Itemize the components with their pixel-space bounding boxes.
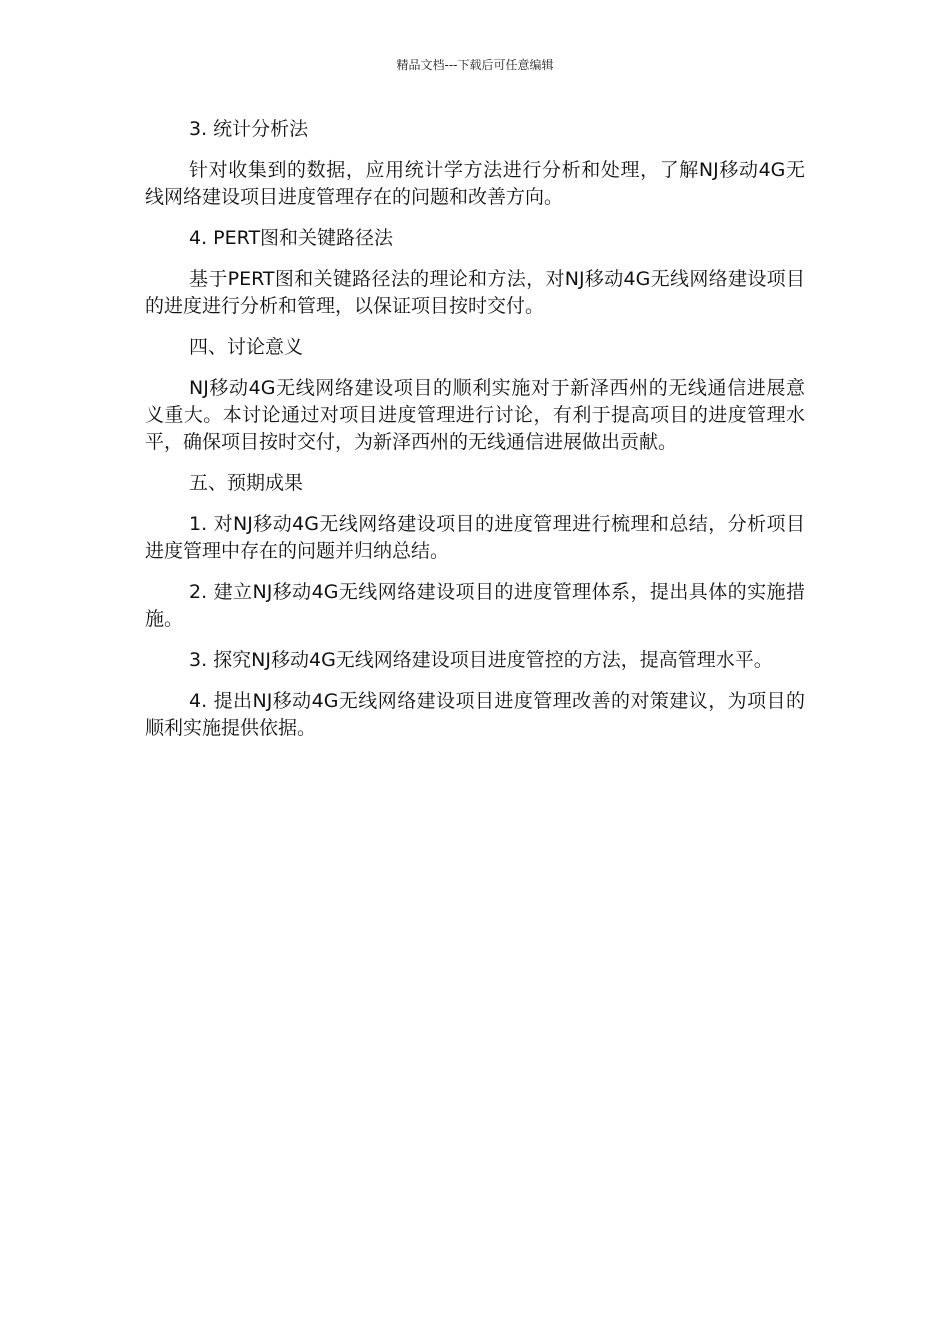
list-item-result-3: 3. 探究NJ移动4G无线网络建设项目进度管控的方法，提高管理水平。 (189, 649, 773, 671)
paragraph-pert-critical-path: 基于PERT图和关键路径法的理论和方法，对NJ移动4G无线网络建设项目的进度进行分析和管理，以保证项目按时交付。 (145, 268, 805, 317)
page-header: 精品文档---下载后可任意编辑 (396, 58, 554, 72)
section-heading-expected-results: 五、预期成果 (189, 472, 304, 494)
paragraph-significance: NJ移动4G无线网络建设项目的顺利实施对于新泽西州的无线通信进展意义重大。本讨论通过对项目进度管理进行讨论，有利于提高项目的进度管理水平，确保项目按时交付，为新泽西州的无线通信进展做出贡献。 (145, 377, 805, 453)
section-heading-statistical-analysis: 3. 统计分析法 (189, 118, 309, 140)
list-item-result-4: 4. 提出NJ移动4G无线网络建设项目进度管理改善的对策建议，为项目的顺利实施提供依据。 (145, 690, 805, 739)
paragraph-statistical-analysis: 针对收集到的数据，应用统计学方法进行分析和处理，了解NJ移动4G无线网络建设项目进度管理存在的问题和改善方向。 (145, 159, 805, 208)
document-body (145, 116, 805, 756)
section-heading-significance: 四、讨论意义 (189, 336, 304, 358)
list-item-result-2: 2. 建立NJ移动4G无线网络建设项目的进度管理体系，提出具体的实施措施。 (145, 581, 805, 630)
section-heading-pert-critical-path: 4. PERT图和关键路径法 (189, 227, 394, 249)
list-item-result-1: 1. 对NJ移动4G无线网络建设项目的进度管理进行梳理和总结，分析项目进度管理中存在的问题并归纳总结。 (145, 513, 805, 562)
